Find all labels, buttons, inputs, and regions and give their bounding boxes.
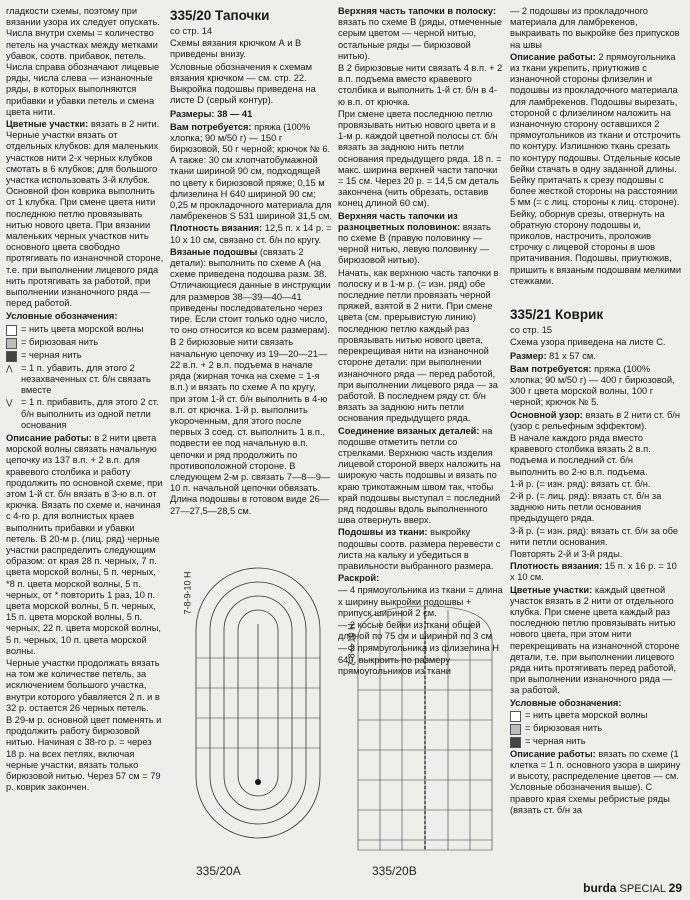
legend-item [6,363,164,397]
swatch-black [6,351,17,362]
page-footer [583,881,682,895]
need-heading: Вам потребуется: [510,363,592,374]
colored-text: вязать в 2 нити. Черные участки вязать от отдельных клубков: для маленьких участков нити 2-х черных клубков смотать в 6 клубков; для большого участка использовать 3-й клубок. Основной фон коврика выполнить от 1 клубка. При смене цвета нити последнюю петлю провязывать нитью нового цвета. При вязании маленьких черных участков нить основного цвета свободно протягивать по изнаночной стороне, т.е. при выполнении лицевого ряда нить протягивать за работой, при выполнении изнаночного ряда — перед работой. [6,119,164,309]
halves-heading: Верхняя часть тапочки из разноцветных половинок: [338,210,461,232]
legend-label: = нить цвета морской волны [21,323,144,334]
repeat: Повторять 2-й и 3-й ряды. [510,548,623,559]
legend-label: = бирюзовая нить [525,722,603,733]
diagram-b-upper [350,600,500,855]
decrease-symbol-icon: ⋀ [6,363,13,373]
density-text: 12,5 п. х 14 р. = 10 х 10 см, связано ст. б/н по кругу. [170,223,332,245]
swatch-black [510,737,521,748]
diagram-b-label: 7-8-9-10 Н [346,623,357,667]
desc2-heading: Описание работы: [510,748,596,759]
diagram-a-label: 7-8-9-10 Н [182,571,193,615]
desc-heading: Описание работы: [6,432,92,443]
diagram-a-sole [178,548,338,858]
swatch-turquoise [6,338,17,349]
fabric-heading: Подошвы из ткани: [338,527,428,538]
fabric-text: выкройку подошвы соотв. размера перевести с листа на кальку и убедиться в правильности выбранного размера. [338,527,501,571]
colored-text: каждый цветной участок вязать в 2 нити от отдельного клубка. При смене цвета каждый раз последнюю петлю провязывать нитью нового цвета, при этом нити перекрещивать на изнаночной стороне детали, т.е. при выполнении лицевого ряда нить протягивать перед работой, при выполнении изнаночного ряда — за работой. [510,584,680,696]
row-3: 3-й р. (= изн. ряд): вязать ст. б/н за обе нити петли основания. [510,525,679,547]
legend-item [6,350,164,362]
row-2: 2-й р. (= лиц. ряд): вязать ст. б/н за заднюю нить петли основания предыдущего ряда. [510,490,662,524]
page-ref: со стр. 15 [510,325,553,336]
legend-label: = нить цвета морской волны [525,709,648,720]
diagram-a-caption: 335/20A [196,864,241,878]
swatch-turquoise [510,724,521,735]
sole-text: (связать 2 детали): выполнить по схеме А (на схеме приведена подошва разм. 38. Отличающиеся данные в инструкции для размеров 38—39—40—41 приведены последовательно через тире. Если стоит только одно число, то оно относится ко всем размерам). [170,246,331,336]
brand-logo: burda [583,881,617,895]
page-number: 29 [668,881,682,895]
desc-heading: Описание работы: [510,51,596,62]
size-heading: Размер: [510,351,547,362]
legend-item [6,397,164,431]
sole-text-2: В 2 бирюзовые нити связать начальную цепочку из 19—20—21—22 в.п. + 2 в.п. подъема в начале ряда (жирная точка на схеме = 1-я в.п.) и вязать по схеме А по кругу, при этом 1-й ст. б/н выполнить в 4-ю в.п. от крючка. 1-й р. выполнить укороченным, для этого после первых 3 соед. ст. выполнить 1 в.п., подвести ее под начальную в.п. цепочки и ряд продолжить по противоположной стороне. В следующем 2-м р. связать 7—8—9—10 п. начальной цепочки обвязать. Длина подошвы в готовом виде 26—27—27,5—28,5 см. [170,337,331,516]
colored-heading: Цветные участки: [6,119,89,130]
legend-item [510,723,682,735]
brand-special: SPECIAL [619,883,666,895]
desc2-text: вязать по схеме (1 клетка = 1 п. основного узора в ширину и высоту, распределение цветов — см. Условные обозначения выше). С правого края схемы ребристые ряды (вязать ст. б/н за [510,748,681,815]
legend-label: = черная нить [525,735,586,746]
upper-text-2: В 2 бирюзовые нити связать 4 в.п. + 2 в.п. подъема вместо кравевого столбика и выполнить 1-й ст. б/н в 4-ю в.п. от крючка. [338,63,503,107]
cut-item: — 2 прямоугольника из флизелина Н 640, выкроить по размеру прямоугольников из ткани [338,643,499,676]
legend-label: = 1 п. прибавить, для этого 2 ст. б/н выполнить из одной петли основания [21,397,159,430]
legend-item [6,337,164,349]
section-title: 335/21 Коврик [510,307,604,323]
main-text-2: В начале каждого ряда вместо кравевого столбика вязать 2 в.п. подъема и последний ст. б/н выполнить во 2-ю в.п. подъема. [510,432,651,477]
intro-text-2: Условные обозначения к схемам вязания крючком — см. стр. 22. Выкройка подошвы приведена на листе D (серый контур). [170,61,316,106]
legend-label: = 1 п. убавить, для этого 2 незахваченных ст. б/н связать вместе [21,362,151,396]
density-text: 15 п. х 16 р. = 10 х 10 см. [510,561,677,583]
desc-text: 2 прямоугольника из ткани укрепить, приутюжив с изнаночной стороны флизелин и подошвы из прокладочного материала для ламбрекенов. Подошвы вырезать, стороной с флизелином наложить на изнаночную сторону оставшихся 2 прямоугольников из ткани и отстрочить по контуру. Излишнюю ткань срезать по контуру подошвы. Отдельные косые бейки стачать в одну заданной длины. Бейку притачать к срезу подошвы с более жесткой стороны на расстоянии 5 мм (= с лиц. стороны к лиц. стороне). Бейку, оборнув срезы, отвернуть на обратную сторону подошвы и, приколов, настрочить, проложив строчку с лицевой стороны в шов притачивания. Подошвы, приутюжив, пришить к вязаным подошвам мелкими стежками. [510,51,682,286]
legend-heading: Условные обозначения: [6,311,118,322]
main-text: вязать в 2 нити ст. б/н (узор с рельефным эффектом). [510,409,681,431]
column-2 [170,6,332,518]
legend-heading: Условные обозначения: [510,697,622,708]
legend-item [510,710,682,722]
diagram-b-caption: 335/20B [372,864,417,878]
need-text: пряжа (100% хлопка; 90 м/50 г) — 150 г бирюзовой, 50 г черной; крючок № 6. А также: 30 см хлопчатобумажной ткани шириной 90 см, подходящей по цвету к бирюзовой пряже; 0,15 м флизелина Н 640 шириной 90 см; 0,25 м прокладочного материала для ламбрекенов S 531 шириной 31,5 см. [170,121,332,222]
swatch-sea-wave [6,325,17,336]
main-heading: Основной узор: [510,409,583,420]
scheme-note: Схема узора приведена на листе С. [510,337,666,348]
sole-heading: Вязаные подошвы [170,246,258,257]
cut-item: — 2 косые бейки из ткани общей длиной по 75 см и шириной по 3 см [338,619,492,642]
need-text: пряжа (100% хлопка; 90 м/50 г) — 400 г бирюзовой, 300 г цвета морской волны, 100 г черной; крючок № 5. [510,363,675,408]
cut-heading: Раскрой: [338,573,380,584]
desc-text-3: В 29-м р. основной цвет поменять и продолжить работу бирюзовой нитью. Начиная с 38-го р. = через 18 р. на всех петлях, включая черные участки, вязать только бирюзовой нитью. Через 57 см = 79 р. коврик закончен. [6,714,162,793]
legend-item [6,324,164,336]
section-title: 335/20 Тапочки [170,8,270,23]
page-ref: со стр. 14 [170,26,213,36]
legend-item [510,736,682,748]
top-item: — 2 подошвы из прокладочного материала для ламбрекенов, выкраивать по выкройке без припусков на швы [510,6,680,50]
density-heading: Плотность вязания: [170,223,263,234]
intro-text: гладкости схемы, поэтому при вязании узора их следует опускать. Числа внутри схемы = количество петель на участках между метками убавок, соотв. прибавок, петель. Числа справа обозначают лицевые ряды, числа слева — изнаночные ряды, в которых выполняются прибавки и убавки петель и смена цвета нити. [6,6,160,117]
join-text: на подошве отметить петли со стрелками. Верхнюю часть изделия лицевой стороной вверх наложить на широкую часть подошвы и вязать по краю трикотажным швом так, чтобы край подошвы выступал = последний ряд подошвы вдоль выполненного шва отвернуть вверх. [338,425,501,526]
desc-text-2: Черные участки продолжать вязать на том же количестве петель, за исключением большого участка, внутри которого убавляется 2 п. и в 32 р. остается 26 черных петель. [6,657,160,713]
upper-heading: Верхняя часть тапочки в полоску: [338,6,497,16]
legend-label: = черная нить [21,349,82,360]
join-heading: Соединение вязаных деталей: [338,425,480,436]
column-4 [510,6,682,817]
upper-text: вязать по схеме В (ряды, отмеченные серым цветом — черной нитью, остальные ряды — бирюзовой нитью). [338,17,502,61]
need-heading: Вам потребуется: [170,121,252,132]
column-1 [6,6,164,794]
size-text: 81 х 57 см. [549,351,596,362]
density-heading: Плотность вязания: [510,561,603,572]
sizes: Размеры: 38 — 41 [170,109,253,120]
desc-text: в 2 нити цвета морской волны связать начальную цепочку из 137 в.п. + 2 в.п. для кравевого столбика и работу продолжить по основной схеме, при этом 1-й ст. б/н вязать в 3-ю в.п. от крючка. Вязать по схеме и, начиная с 4-го р. для волнистых краев выполнить прибавки и убавки петель. В 20-м р. (лиц. ряд) черные участки распределить следующим образом: от края 28 п. черных, 7 п. цвета морской волны, 5 п. черных, *8 п. цвета морской волны, 5 п. черных, от * повторить 1 раз, 10 п. цвета морской волны, 5 п. черных, 15 п. цвета морской волны, 5 п. черных, 22 п. цвета морской волны, 5 п. черных, 10 п. цвета морской волны. [6,432,163,656]
legend-label: = бирюзовая нить [21,336,99,347]
cut-item: — 4 прямоугольника из ткани = длина х ширину выкройки подошвы + припуск шириной 2 см. [338,585,503,618]
intro-text: Схемы вязания крючком А и В приведены внизу. [170,38,302,60]
column-3 [338,6,503,678]
halves-text-2: Начать, как верхнюю часть тапочки в полоску и в 1-м р. (= изн. ряд) обе последние петли провязать черной пряжей, взятой в 2 нити. При смене цвета (см. прерывистую линию) последнюю петлю каждый раз провязывать нитью нового цвета, перекрещивая нити на изнаночной стороне детали: при выполнении изнаночного ряда — перед работой, при выполнении лицевого ряда — за работой. В последнем ряду ст. б/н вязать за заднюю нить петли основания предыдущего ряда. [338,267,499,424]
upper-text-3: При смене цвета последнюю петлю провязывать нитью нового цвета и в 1-м р. каждой цветной полосы ст. б/н вязать за заднюю нить петли основания предыдущего ряда. 18 п. = макс. ширина верхней части тапочки = 15 см. Через 20 р. = 14,5 см деталь закончена (нить обрезать, оставив конец длиной 60 см). [338,108,502,209]
swatch-sea-wave [510,711,521,722]
row-1: 1-й р. (= изн. ряд): вязать ст. б/н. [510,478,651,489]
halves-text: вязать по схеме В (правую половинку — черной нитью, левую половинку — бирюзовой нитью). [338,221,491,266]
colored-heading: Цветные участки: [510,584,593,595]
increase-symbol-icon: ⋁ [6,398,13,408]
